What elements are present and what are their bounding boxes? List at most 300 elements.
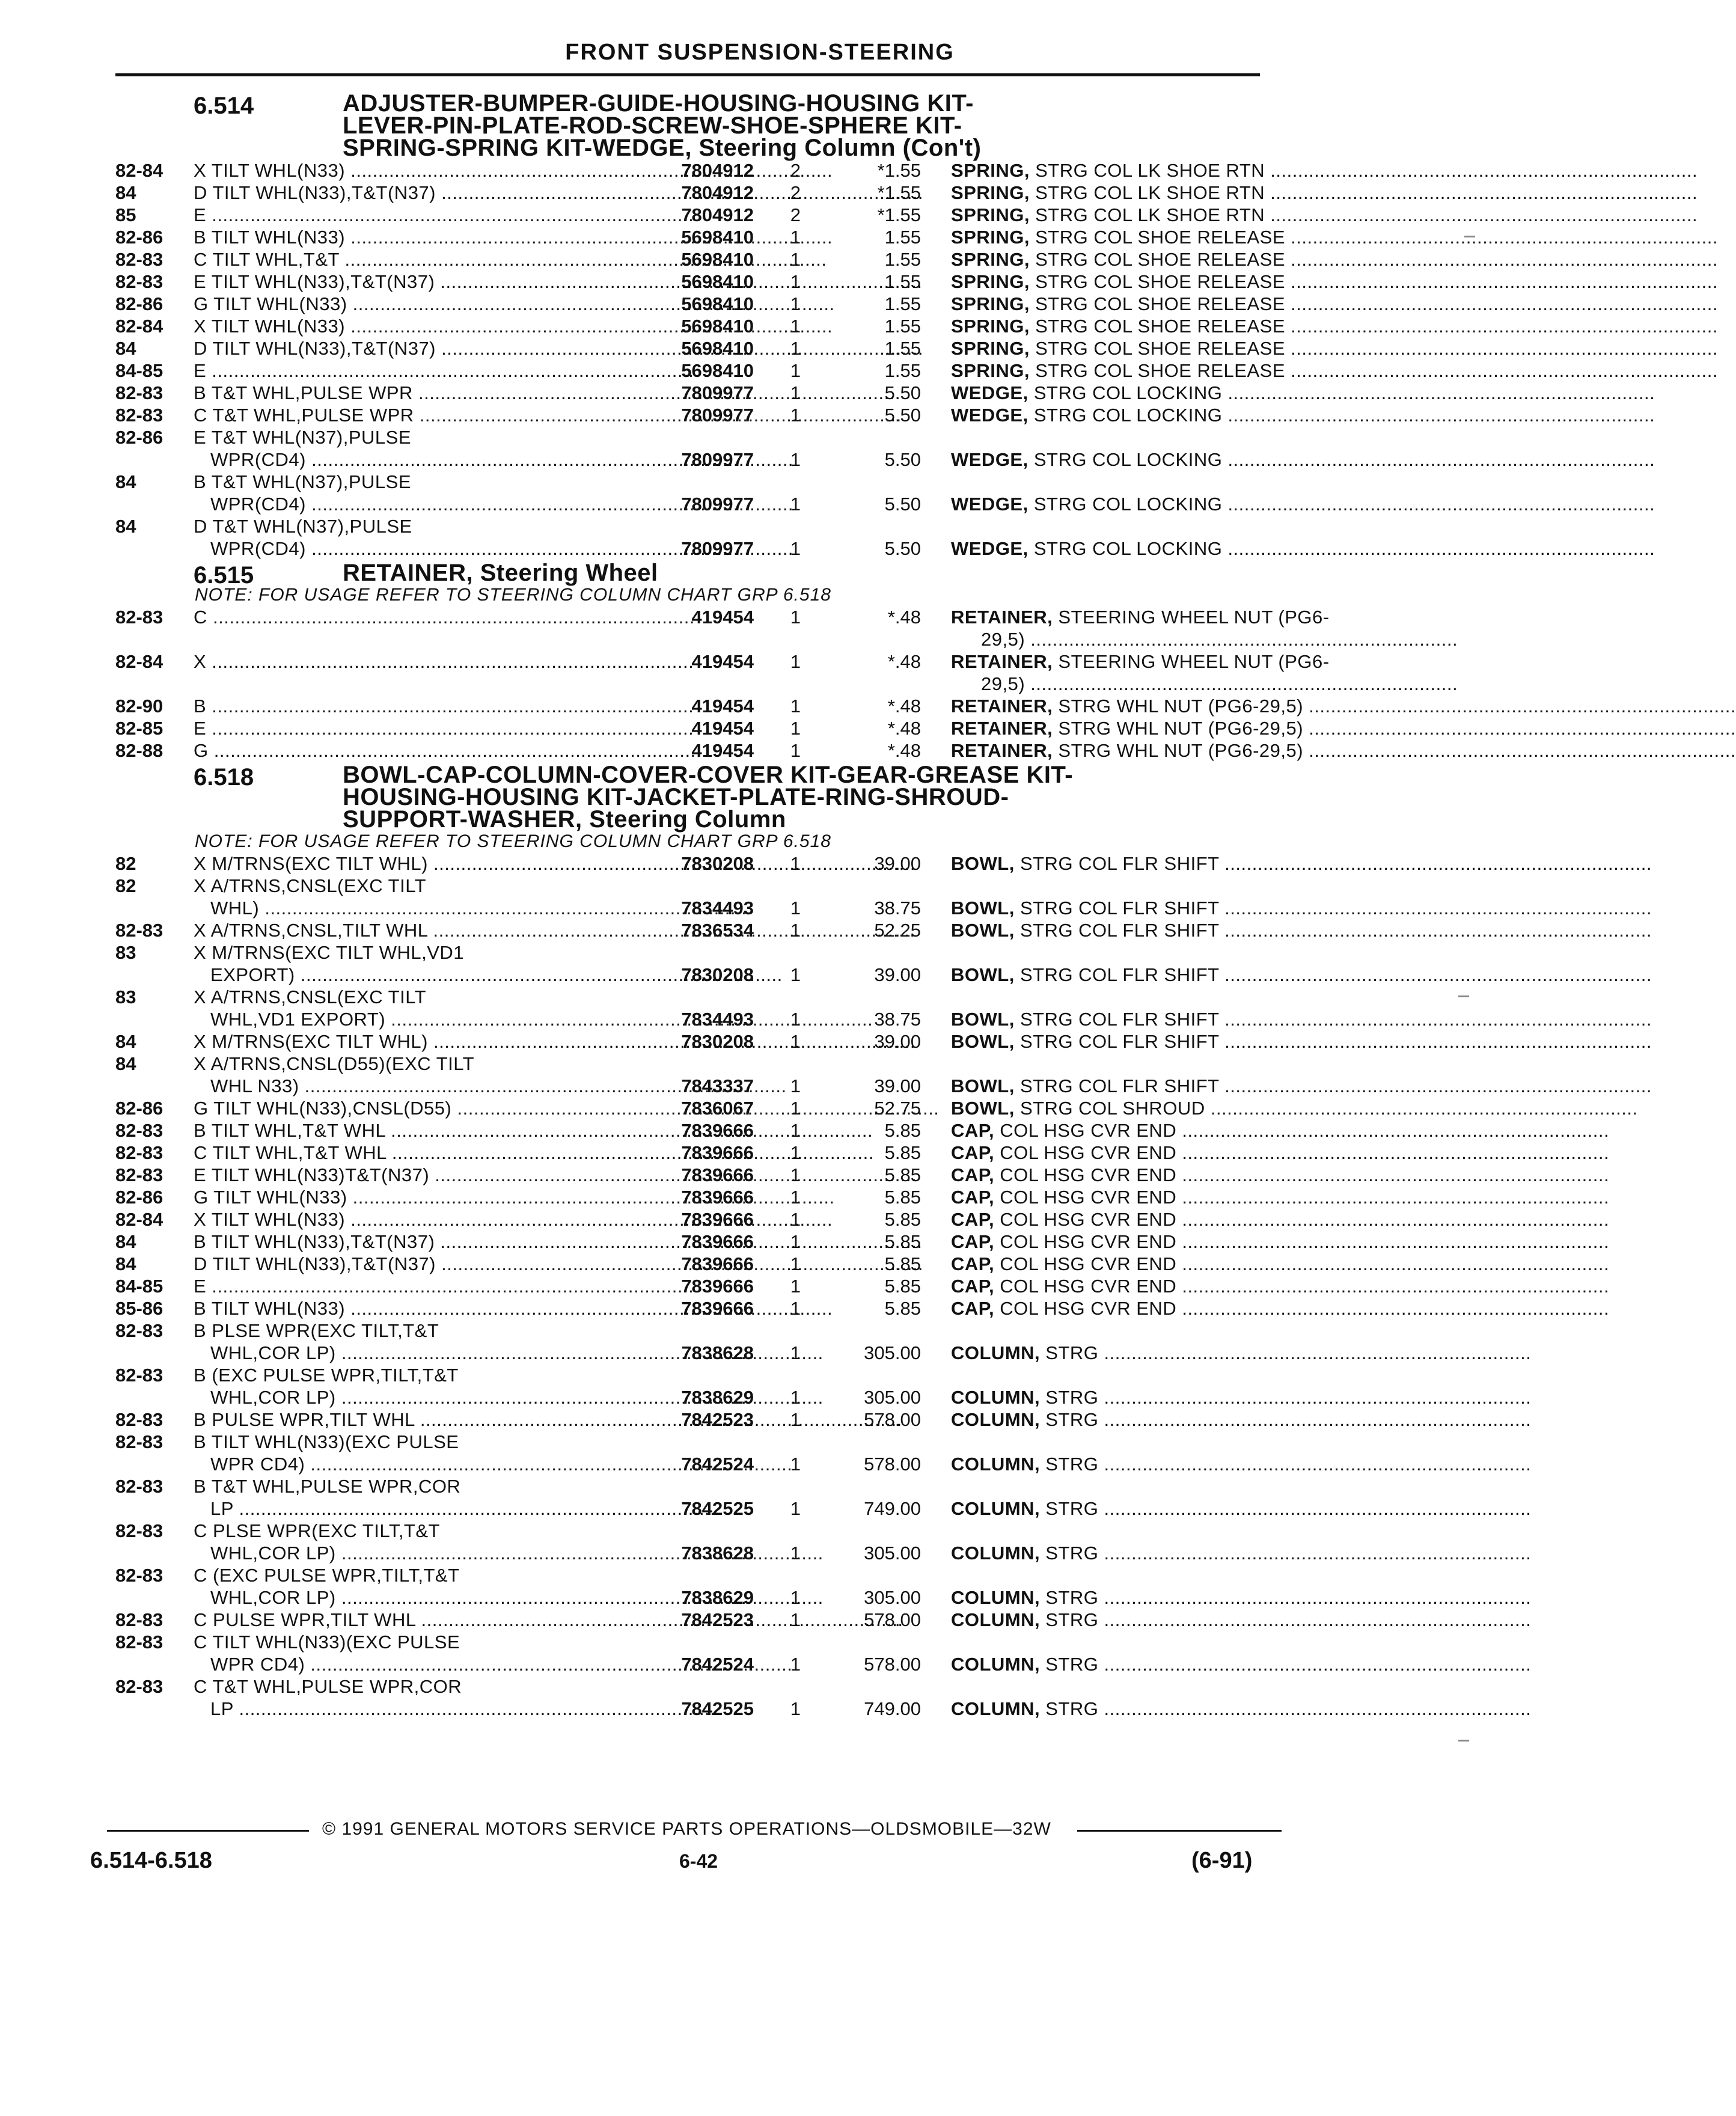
list-item <box>115 1164 1276 1186</box>
section-number: 6.514 <box>194 93 254 119</box>
model-years: 82-83 <box>115 1431 164 1452</box>
price: 5.85 <box>884 1142 921 1163</box>
list-item <box>115 359 1286 382</box>
price: 1.55 <box>884 249 921 270</box>
list-item <box>115 986 1276 1008</box>
application-description: WPR(CD4) ..... <box>210 537 626 560</box>
part-name <box>951 293 1286 315</box>
list-item <box>115 1475 1276 1497</box>
quantity: 2 <box>790 160 801 181</box>
part-name <box>951 1609 1264 1631</box>
quantity: 1 <box>790 1609 801 1630</box>
section-title: BOWL-CAP-COLUMN-COVER-COVER KIT-GEAR-GREASE KIT- HOUSING-HOUSING KIT-JACKET-PLATE-RING-SHROUD- SUPPORT-WASHER, Steering Column <box>343 762 1074 833</box>
price: 1.55 <box>884 271 921 292</box>
part-detail: STRG <box>1045 1454 1099 1475</box>
part-detail: STRG WHL NUT (PG6-29,5) <box>1058 718 1304 739</box>
footer-revision: (6-91) <box>1191 1848 1253 1873</box>
part-noun: BOWL, <box>951 1098 1015 1119</box>
part-name <box>951 1653 1264 1675</box>
price: 5.50 <box>884 538 921 559</box>
part-noun: BOWL, <box>951 1031 1015 1052</box>
part-detail: STRG COL LK SHOE RTN <box>1035 204 1265 225</box>
part-number: 5698410 <box>681 227 754 248</box>
application-description: X A/TRNS,CNSL(D55)(EXC TILT <box>194 1053 475 1074</box>
part-detail: COL HSG CVR END <box>1000 1209 1177 1230</box>
model-years: 85 <box>115 204 136 225</box>
price: 5.50 <box>884 405 921 426</box>
part-number: 7838628 <box>681 1342 754 1363</box>
part-detail: STRG <box>1045 1698 1099 1719</box>
part-number: 7830208 <box>681 1031 754 1052</box>
part-number: 5698410 <box>681 360 754 381</box>
model-years: 82-83 <box>115 1676 164 1697</box>
price: *.48 <box>887 651 921 672</box>
part-detail: COL HSG CVR END <box>1000 1276 1177 1297</box>
part-number: 5698410 <box>681 249 754 270</box>
application-description: C TILT WHL,T&T WHL ..... <box>194 1142 626 1164</box>
part-detail: STEERING WHEEL NUT (PG6- <box>1058 651 1330 672</box>
application-description: E ..... <box>194 1275 626 1297</box>
part-number: 7838629 <box>681 1387 754 1408</box>
model-years: 82-83 <box>115 1565 164 1586</box>
part-detail: STRG COL LOCKING <box>1033 538 1223 559</box>
model-years: 83 <box>115 942 136 963</box>
application-description: LP ..... <box>210 1698 626 1720</box>
application-description: X TILT WHL(N33) ..... <box>194 1208 626 1231</box>
application-description: X M/TRNS(EXC TILT WHL,VD1 <box>194 942 465 963</box>
quantity: 1 <box>790 227 801 248</box>
quantity: 1 <box>790 740 801 761</box>
part-name <box>951 1253 1264 1275</box>
model-years: 82-86 <box>115 293 164 314</box>
list-item <box>115 1119 1276 1142</box>
part-name-continuation: 29,5) ..... <box>981 628 1294 650</box>
quantity: 1 <box>790 1543 801 1564</box>
list-item <box>115 426 1276 448</box>
model-years: 84 <box>115 1231 136 1252</box>
part-name <box>951 897 1264 919</box>
part-noun: COLUMN, <box>951 1342 1041 1363</box>
margin-mark <box>1464 236 1475 237</box>
application-description: D TILT WHL(N33),T&T(N37) ..... <box>194 1253 626 1275</box>
part-detail: STRG COL FLR SHIFT <box>1019 920 1220 941</box>
list-item <box>115 875 1276 897</box>
part-detail: COL HSG CVR END <box>1000 1164 1177 1185</box>
quantity: 1 <box>790 382 801 403</box>
quantity: 2 <box>790 182 801 203</box>
application-description: X TILT WHL(N33) ..... <box>194 159 626 182</box>
application-description: E T&T WHL(N37),PULSE <box>194 427 412 448</box>
list-item <box>115 717 1304 739</box>
application-description: B ..... <box>194 695 626 717</box>
part-number: 7843337 <box>681 1075 754 1096</box>
usage-note: NOTE: FOR USAGE REFER TO STEERING COLUMN CHART GRP 6.518 <box>195 585 831 605</box>
quantity: 1 <box>790 1387 801 1408</box>
part-name <box>951 1586 1264 1609</box>
quantity: 1 <box>790 1498 801 1519</box>
model-years: 82-83 <box>115 1320 164 1341</box>
part-detail: COL HSG CVR END <box>1000 1187 1177 1208</box>
price: 578.00 <box>864 1609 921 1630</box>
part-noun: SPRING, <box>951 338 1030 359</box>
part-noun: BOWL, <box>951 897 1015 919</box>
part-noun: SPRING, <box>951 227 1030 248</box>
part-name <box>951 1453 1264 1475</box>
application-description: G ..... <box>194 739 626 762</box>
list-item <box>115 293 1286 315</box>
application-description: B TILT WHL(N33) ..... <box>194 226 626 248</box>
part-detail: STRG COL SHOE RELEASE <box>1035 271 1286 292</box>
list-item <box>115 1008 1276 1030</box>
part-number: 7839666 <box>681 1298 754 1319</box>
application-description: D TILT WHL(N33),T&T(N37) ..... <box>194 182 626 204</box>
quantity: 1 <box>790 1187 801 1208</box>
part-detail: STRG COL SHROUD <box>1019 1098 1205 1119</box>
list-item <box>115 1497 1276 1520</box>
list-item <box>115 1142 1276 1164</box>
part-number: 419454 <box>691 651 754 672</box>
list-item <box>115 1586 1276 1609</box>
application-description: X TILT WHL(N33) ..... <box>194 315 626 337</box>
part-name <box>951 1297 1264 1319</box>
part-noun: SPRING, <box>951 204 1030 225</box>
quantity: 1 <box>790 405 801 426</box>
application-description: C T&T WHL,PULSE WPR ..... <box>194 404 626 426</box>
price: 5.85 <box>884 1120 921 1141</box>
price: 5.85 <box>884 1276 921 1297</box>
part-noun: WEDGE, <box>951 538 1028 559</box>
part-noun: SPRING, <box>951 249 1030 270</box>
section-number: 6.518 <box>194 764 254 790</box>
part-number: 7839666 <box>681 1276 754 1297</box>
part-number: 419454 <box>691 718 754 739</box>
part-number: 5698410 <box>681 293 754 314</box>
quantity: 1 <box>790 449 801 470</box>
application-description: B (EXC PULSE WPR,TILT,T&T <box>194 1365 459 1386</box>
part-number: 7809977 <box>681 449 754 470</box>
section-number: 6.515 <box>194 562 254 589</box>
model-years: 84 <box>115 1053 136 1074</box>
part-number: 7834493 <box>681 1009 754 1030</box>
list-item <box>115 1297 1276 1319</box>
part-number: 7836534 <box>681 920 754 941</box>
price: 5.85 <box>884 1231 921 1252</box>
list-item <box>115 1053 1276 1075</box>
quantity: 1 <box>790 1698 801 1719</box>
part-noun: WEDGE, <box>951 449 1028 470</box>
part-noun: COLUMN, <box>951 1498 1041 1519</box>
list-item <box>115 1275 1276 1297</box>
part-name <box>951 448 1264 471</box>
model-years: 83 <box>115 986 136 1008</box>
application-description: C T&T WHL,PULSE WPR,COR <box>194 1676 462 1697</box>
quantity: 1 <box>790 1209 801 1230</box>
part-number: 7839666 <box>681 1231 754 1252</box>
application-description: B TILT WHL(N33)(EXC PULSE <box>194 1431 459 1452</box>
price: 1.55 <box>884 293 921 314</box>
part-noun: RETAINER, <box>951 607 1053 628</box>
quantity: 1 <box>790 920 801 941</box>
price: 749.00 <box>864 1498 921 1519</box>
part-name <box>951 1408 1264 1431</box>
application-description: E ..... <box>194 204 626 226</box>
part-number: 7842525 <box>681 1498 754 1519</box>
quantity: 1 <box>790 1298 801 1319</box>
part-detail: STRG COL FLR SHIFT <box>1019 1075 1220 1096</box>
part-detail: COL HSG CVR END <box>1000 1120 1177 1141</box>
list-item <box>115 1075 1276 1097</box>
list-item <box>115 1364 1276 1386</box>
price: 1.55 <box>884 316 921 337</box>
application-description: X A/TRNS,CNSL,TILT WHL ..... <box>194 919 626 941</box>
quantity: 1 <box>790 853 801 874</box>
model-years: 82-88 <box>115 740 164 761</box>
list-item <box>115 315 1286 337</box>
price: 5.85 <box>884 1209 921 1230</box>
application-description: X A/TRNS,CNSL(EXC TILT <box>194 986 427 1008</box>
price: *.48 <box>887 607 921 628</box>
model-years: 84 <box>115 338 136 359</box>
list-item <box>115 471 1276 493</box>
part-detail: STRG <box>1045 1587 1099 1608</box>
part-noun: RETAINER, <box>951 651 1053 672</box>
application-description: WPR(CD4) ..... <box>210 493 626 515</box>
part-detail: STRG COL FLR SHIFT <box>1019 853 1220 874</box>
part-detail: STRG COL LOCKING <box>1033 405 1223 426</box>
application-description: G TILT WHL(N33) ..... <box>194 1186 626 1208</box>
model-years: 84 <box>115 1031 136 1052</box>
price: 1.55 <box>884 360 921 381</box>
part-number: 7839666 <box>681 1120 754 1141</box>
application-description: C TILT WHL,T&T ..... <box>194 248 626 271</box>
application-description: C TILT WHL(N33)(EXC PULSE <box>194 1631 460 1653</box>
list-item <box>115 382 1276 404</box>
part-noun: WEDGE, <box>951 405 1028 426</box>
part-name <box>951 404 1264 426</box>
part-detail: STRG <box>1045 1654 1099 1675</box>
application-description: D TILT WHL(N33),T&T(N37) ..... <box>194 337 626 359</box>
list-item <box>115 404 1276 426</box>
part-name <box>951 964 1264 986</box>
part-name <box>951 695 1304 717</box>
application-description: E TILT WHL(N33)T&T(N37) ..... <box>194 1164 626 1186</box>
quantity: 1 <box>790 1031 801 1052</box>
list-item <box>115 337 1286 359</box>
section-header <box>115 90 1276 161</box>
part-number: 5698410 <box>681 338 754 359</box>
application-description: WPR CD4) ..... <box>210 1453 626 1475</box>
price: 578.00 <box>864 1454 921 1475</box>
model-years: 82-83 <box>115 1365 164 1386</box>
part-name <box>951 537 1264 560</box>
part-detail: STRG WHL NUT (PG6-29,5) <box>1058 740 1304 761</box>
application-description: G TILT WHL(N33) ..... <box>194 293 626 315</box>
application-description: WHL,VD1 EXPORT) ..... <box>210 1008 626 1030</box>
usage-note: NOTE: FOR USAGE REFER TO STEERING COLUMN CHART GRP 6.518 <box>195 831 831 851</box>
price: 52.25 <box>874 920 921 941</box>
quantity: 1 <box>790 1276 801 1297</box>
price: 52.75 <box>874 1098 921 1119</box>
list-item <box>115 606 1330 628</box>
part-name <box>951 1542 1264 1564</box>
price: 5.50 <box>884 494 921 515</box>
application-description: B TILT WHL,T&T WHL ..... <box>194 1119 626 1142</box>
application-description: B PULSE WPR,TILT WHL ..... <box>194 1408 626 1431</box>
list-item <box>115 1520 1276 1542</box>
part-detail: STRG COL FLR SHIFT <box>1019 897 1220 919</box>
part-name <box>951 248 1286 271</box>
part-name <box>951 1075 1264 1097</box>
part-number: 7836067 <box>681 1098 754 1119</box>
footer-copyright: © 1991 GENERAL MOTORS SERVICE PARTS OPERATIONS—OLDSMOBILE—32W <box>322 1819 1051 1839</box>
quantity: 1 <box>790 1342 801 1363</box>
model-years: 82-83 <box>115 1164 164 1185</box>
part-name-continuation: 29,5) ..... <box>981 673 1294 695</box>
application-description: C PULSE WPR,TILT WHL ..... <box>194 1609 626 1631</box>
quantity: 1 <box>790 696 801 717</box>
part-noun: COLUMN, <box>951 1543 1041 1564</box>
part-name <box>951 1119 1264 1142</box>
quantity: 1 <box>790 607 801 628</box>
list-item <box>115 1030 1276 1053</box>
model-years: 82-83 <box>115 920 164 941</box>
price: 749.00 <box>864 1698 921 1719</box>
price: 39.00 <box>874 1031 921 1052</box>
application-description: B T&T WHL(N37),PULSE <box>194 471 412 492</box>
application-description: WHL,COR LP) ..... <box>210 1386 626 1408</box>
part-noun: CAP, <box>951 1142 995 1163</box>
part-noun: BOWL, <box>951 1009 1015 1030</box>
part-name <box>951 852 1264 875</box>
price: 39.00 <box>874 1075 921 1096</box>
application-description: E ..... <box>194 359 626 382</box>
quantity: 1 <box>790 1009 801 1030</box>
price: 305.00 <box>864 1543 921 1564</box>
part-detail: STRG <box>1045 1609 1099 1630</box>
model-years: 82-83 <box>115 1120 164 1141</box>
part-name <box>951 1142 1264 1164</box>
model-years: 82-84 <box>115 160 164 181</box>
part-number: 7842523 <box>681 1609 754 1630</box>
part-number: 7838628 <box>681 1543 754 1564</box>
part-name <box>951 1698 1264 1720</box>
application-description: E ..... <box>194 717 626 739</box>
part-noun: BOWL, <box>951 1075 1015 1096</box>
part-name <box>951 1497 1264 1520</box>
model-years: 82-83 <box>115 405 164 426</box>
parts-list <box>115 90 1330 1720</box>
application-description: WHL) ..... <box>210 897 626 919</box>
part-noun: CAP, <box>951 1187 995 1208</box>
price: 5.50 <box>884 382 921 403</box>
model-years: 84 <box>115 1253 136 1274</box>
price: 38.75 <box>874 897 921 919</box>
quantity: 1 <box>790 271 801 292</box>
quantity: 1 <box>790 718 801 739</box>
list-item <box>115 1253 1276 1275</box>
list-item <box>115 204 1276 226</box>
list-item <box>115 1386 1276 1408</box>
part-noun: COLUMN, <box>951 1454 1041 1475</box>
model-years: 82-83 <box>115 1409 164 1430</box>
application-description: C PLSE WPR(EXC TILT,T&T <box>194 1520 440 1541</box>
part-detail: STRG COL LOCKING <box>1033 449 1223 470</box>
footer-rule <box>107 1830 309 1832</box>
page-footer <box>0 1815 1520 1888</box>
list-item <box>115 1408 1276 1431</box>
quantity: 1 <box>790 338 801 359</box>
part-detail: STRG COL SHOE RELEASE <box>1035 293 1286 314</box>
part-noun: CAP, <box>951 1276 995 1297</box>
part-name <box>951 1386 1264 1408</box>
list-item <box>115 1208 1276 1231</box>
quantity: 1 <box>790 651 801 672</box>
application-description: LP ..... <box>210 1497 626 1520</box>
price: *1.55 <box>877 204 921 225</box>
application-description: WHL,COR LP) ..... <box>210 1542 626 1564</box>
list-item <box>115 1609 1276 1631</box>
price: *1.55 <box>877 182 921 203</box>
part-detail: STRG COL LK SHOE RTN <box>1035 160 1265 181</box>
list-item <box>115 1453 1276 1475</box>
part-detail: STRG COL FLR SHIFT <box>1019 1031 1220 1052</box>
model-years: 82-90 <box>115 696 164 717</box>
section-header <box>115 560 1276 589</box>
part-number: 419454 <box>691 740 754 761</box>
part-number: 7804912 <box>681 182 754 203</box>
list-item <box>115 271 1286 293</box>
part-number: 419454 <box>691 696 754 717</box>
part-noun: SPRING, <box>951 360 1030 381</box>
part-detail: STRG <box>1045 1409 1099 1430</box>
model-years: 82-83 <box>115 1609 164 1630</box>
part-number: 7809977 <box>681 382 754 403</box>
quantity: 1 <box>790 897 801 919</box>
part-noun: CAP, <box>951 1253 995 1274</box>
application-description: E TILT WHL(N33),T&T(N37) ..... <box>194 271 626 293</box>
price: 305.00 <box>864 1587 921 1608</box>
model-years: 82 <box>115 875 136 896</box>
application-description: B TILT WHL(N33) ..... <box>194 1297 626 1319</box>
part-number: 7838629 <box>681 1587 754 1608</box>
part-number: 7804912 <box>681 204 754 225</box>
part-noun: CAP, <box>951 1164 995 1185</box>
header-rule <box>115 73 1260 76</box>
part-detail: STRG COL SHOE RELEASE <box>1035 227 1286 248</box>
part-number: 7842524 <box>681 1454 754 1475</box>
list-item <box>115 673 1276 695</box>
list-item <box>115 248 1286 271</box>
price: 578.00 <box>864 1409 921 1430</box>
model-years: 82-83 <box>115 249 164 270</box>
list-item <box>115 1342 1276 1364</box>
price: 5.50 <box>884 449 921 470</box>
part-noun: COLUMN, <box>951 1609 1041 1630</box>
application-description: WPR CD4) ..... <box>210 1653 626 1675</box>
part-detail: STRG <box>1045 1543 1099 1564</box>
list-item <box>115 897 1276 919</box>
part-name <box>951 1275 1264 1297</box>
part-detail: COL HSG CVR END <box>1000 1231 1177 1252</box>
part-noun: COLUMN, <box>951 1698 1041 1719</box>
application-description: C (EXC PULSE WPR,TILT,T&T <box>194 1565 460 1586</box>
part-noun: COLUMN, <box>951 1654 1041 1675</box>
part-number: 7834493 <box>681 897 754 919</box>
list-item <box>115 226 1286 248</box>
part-number: 7830208 <box>681 964 754 985</box>
price: 39.00 <box>874 853 921 874</box>
list-item <box>115 159 1276 182</box>
